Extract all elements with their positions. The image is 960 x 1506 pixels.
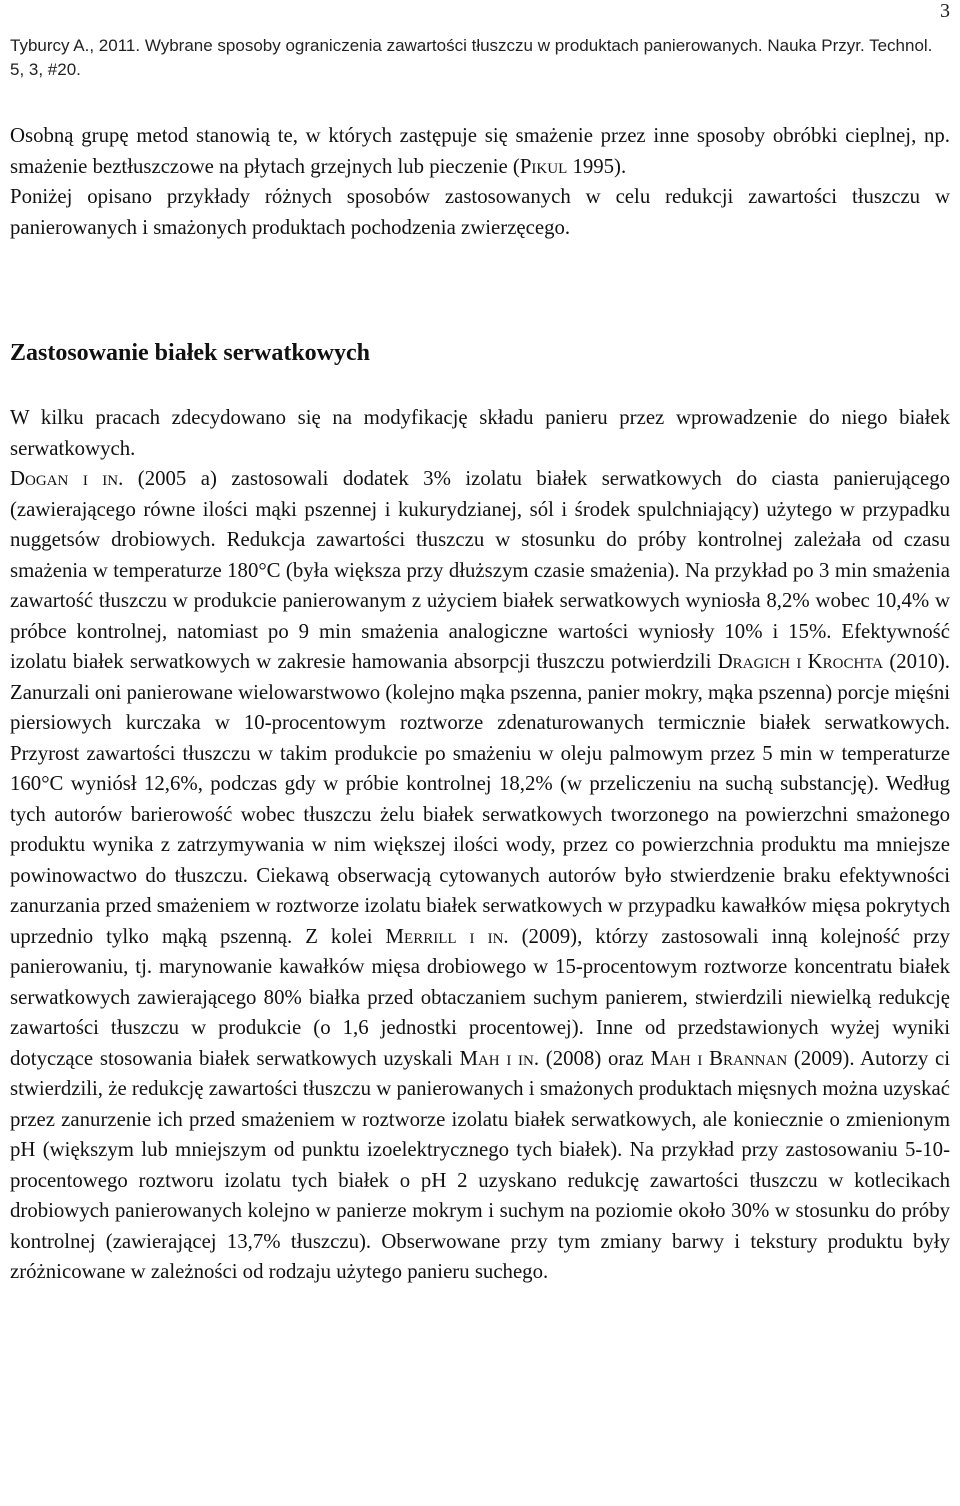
citation-header: Tyburcy A., 2011. Wybrane sposoby ograniczenia zawartości tłuszczu w produktach panierowanych. Nauka Przyr. Technol. 5, 3, #20. [10,36,933,79]
section-paragraph-1: W kilku pracach zdecydowano się na modyfikację składu panieru przez wprowadzenie do niego białek serwatkowych. [10,406,950,460]
paragraph-text: (2005 a) zastosowali dodatek 3% izolatu białek serwatkowych do ciasta panierującego (zawierającego równe ilości mąki pszennej i kukurydzianej, sól i środek spulchniający) użytego w przypadku nuggetsów drobiowych. Redukcja zawartości tłuszczu w stosunku do próby kontrolnej zależała od czasu smażenia w temperaturze 180°C (była większa przy dłuższym czasie smażenia). Na przykład po 3 min smażenia zawartość tłuszczu w produkcie panierowanym z użyciem białek serwatkowych wyniosła 8,2% wobec 10,4% w próbce kontrolnej, natomiast po 9 min smażenia analogiczne wartości wyniosły 10% i 15%. Efektywność izolatu białek serwatkowych w zakresie hamowania absorpcji tłuszczu potwierdzili [10,467,950,673]
intro-section [10,121,950,243]
paragraph-text: (2009), którzy zastosowali inną kolejność przy panierowaniu, tj. marynowanie kawałków mięsa drobiowego w 15-procentowym roztworze koncentratu białek serwatkowych zawierającego 80% białka przed obtaczaniem suchym panierem, stwierdzili niewielką redukcję zawartości tłuszczu w produkcie (o 1,6 jednostki procentowej). Inne od przedstawionych wyżej wyniki dotyczące stosowania białek serwatkowych uzyskali [10,924,951,1070]
section-paragraph-2 [10,464,950,1288]
intro-paragraph-2: Poniżej opisano przykłady różnych sposobów zastosowanych w celu redukcji zawartości tłuszczu w panierowanych i smażonych produktach pochodzenia zwierzęcego. [10,185,950,239]
main-section [10,403,950,1288]
citation-author: Mah i Brannan [650,1046,788,1070]
citation-author: Merrill i in. [385,924,509,948]
paragraph-text: (2008) oraz [539,1046,651,1070]
citation-author: Dogan i in. [10,467,124,490]
section-heading: Zastosowanie białek serwatkowych [10,340,371,366]
paragraph-text: (2009). Autorzy ci stwierdzili, że redukcję zawartości tłuszczu w panierowanych i smażonych produktach mięsnych można uzyskać przez zanurzenie ich przed smażeniem w roztworze izolatu białek serwatkowych, ale koniecznie o zmienionym pH (większym lub mniejszym od punktu izoelektrycznego tych białek). Na przykład przy zastosowaniu 5-10-procentowego roztworu izolatu tych białek o pH 2 uzyskano redukcję zawartości tłuszczu w kotlecikach drobiowych panierowanych kolejno w panierze mokrym i suchym na poziomie około 30% w stosunku do próby kontrolnej (zawierającej 13,7% tłuszczu). Obserwowane przy tym zmiany barwy i tekstury produktu były zróżnicowane w zależności od rodzaju użytego panieru suchego. [10,1046,950,1283]
intro-text: Osobną grupę metod stanowią te, w których zastępuje się smażenie przez inne sposoby obróbki cieplnej, np. smażenie beztłuszczowe na płytach grzejnych lub pieczenie ( [10,124,950,178]
intro-paragraph-1 [10,121,950,182]
citation-author: Pikul [519,154,568,178]
intro-text-end: 1995). [567,154,627,178]
paragraph-text: (2010). Zanurzali oni panierowane wielowarstwowo (kolejno mąka pszenna, panier mokry, mąka pszenna) porcje mięśni piersiowych kurczaka w 10-procentowym roztworze zdenaturowanych termicznie białek serwatkowych. Przyrost zawartości tłuszczu w takim produkcie po smażeniu w oleju palmowym przez 5 min w temperaturze 160°C wyniósł 12,6%, podczas gdy w próbie kontrolnej 18,2% (w przeliczeniu na suchą substancję). Według tych autorów barierowość wobec tłuszczu żelu białek serwatkowych tworzonego na powierzchni smażonego produktu wynika z zatrzymywania w nim większej ilości wody, przez co powierzchnia produktu ma mniejsze powinowactwo do tłuszczu. Ciekawą obserwacją cytowanych autorów było stwierdzenie braku efektywności zanurzania przed smażeniem w roztworze izolatu białek serwatkowych w przypadku kawałków mięsa pokrytych uprzednio tylko mąką pszenną. Z kolei [10,650,950,948]
page-number: 3 [940,0,950,22]
citation-author: Dragich i Krochta [717,650,884,673]
citation-author: Mah i in. [459,1046,540,1070]
